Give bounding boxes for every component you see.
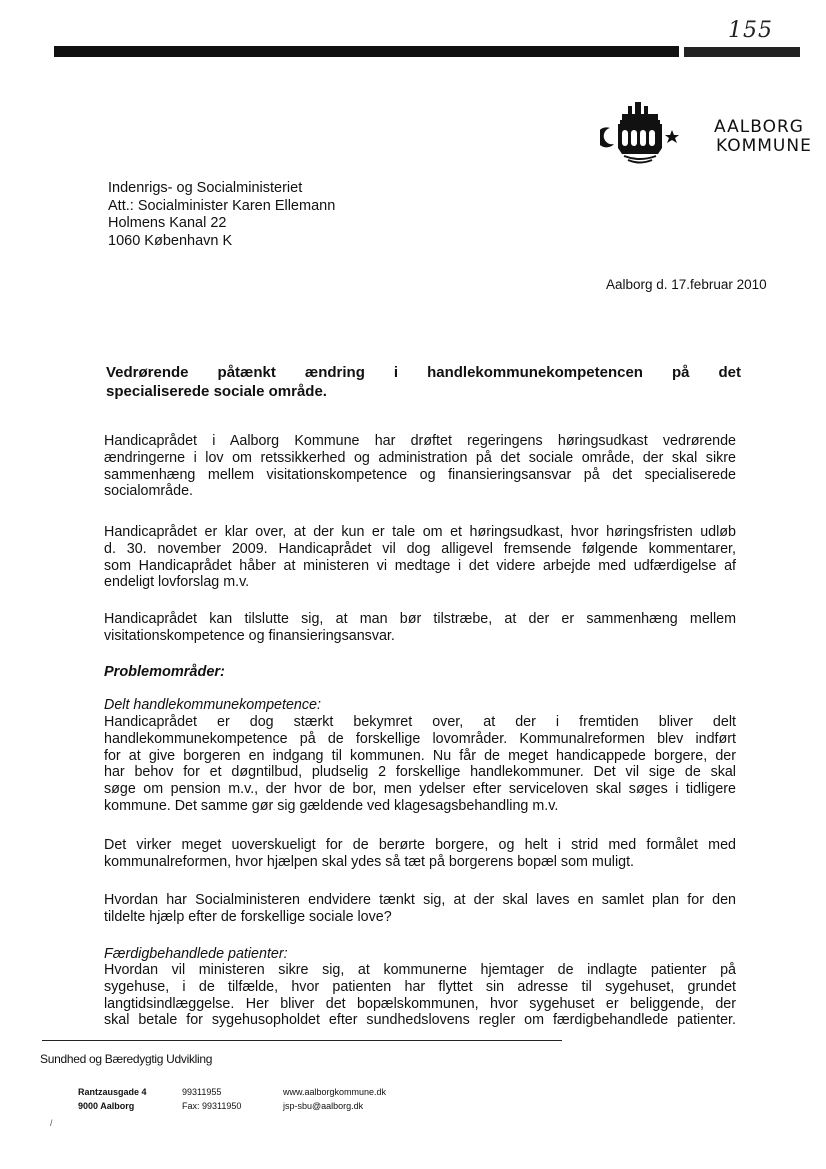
logo-text-kommune: KOMMUNE [716, 136, 812, 156]
text-line: Hvordan har Socialministeren endvidere tænkt sig, at der skal laves en samlet plan for den [104, 892, 736, 908]
logo-text-aalborg: AALBORG [714, 117, 804, 137]
header-bar-short [684, 47, 800, 57]
paragraph-2 [104, 524, 736, 591]
text-line: d. 30. november 2009. Handicaprådet vil dog alligevel fremsende følgende kommentarer, [104, 540, 736, 557]
paragraph-5 [104, 837, 736, 871]
footer-email-link[interactable]: jsp-sbu@aalborg.dk [283, 1101, 364, 1111]
paragraph-4 [104, 714, 736, 815]
text-line: søge om pension m.v., der hvor de bor, men ydelser efter serviceloven skal søges i tidligere [104, 781, 736, 798]
footer-divider [42, 1040, 562, 1041]
paragraph-3 [104, 611, 736, 645]
text-line: visitationskompetence og finansieringsansvar. [104, 627, 395, 644]
footer-phone [182, 1085, 241, 1113]
text-line: skal betale for sygehusopholdet efter sundhedslovens regler om færdigbehandlede patienter. [104, 1012, 736, 1029]
paragraph-6 [104, 892, 736, 926]
recipient-line: 1060 København K [108, 232, 233, 249]
text-line: Handicaprådet er dog stærkt bekymret over, at der i fremtiden bliver delt [104, 714, 736, 730]
recipient-address [108, 180, 335, 250]
text-line: handlekommunekompetence på de forskellige lovområder. Kommunalreformen blev indført [104, 730, 736, 747]
scan-mark: / [50, 1118, 53, 1128]
footer-web-link[interactable]: www.aalborgkommune.dk [283, 1087, 387, 1097]
recipient-line: Indenrigs- og Socialministeriet [108, 180, 303, 196]
footer-address-line: 9000 Aalborg [78, 1101, 135, 1111]
text-line: har behov for et døgntilbud, pludselig 2 forskellige handlekommuner. Det vil sige de skal [104, 764, 736, 781]
text-line: sammenhæng mellem visitationskompetence og finansieringsansvar på det specialiserede [104, 466, 736, 483]
text-line: socialområde. [104, 483, 193, 500]
municipality-logo [600, 100, 810, 166]
aalborg-crest-icon [600, 100, 680, 166]
text-line: kommunalreformen, hvor hjælpen skal ydes så tæt på borgerens bopæl som muligt. [104, 853, 635, 870]
section-heading: Problemområder: [104, 664, 225, 680]
text-line: for at give borgeren en indgang til kommunen. Nu får de meget handicappede borgere, der [104, 747, 736, 764]
subheading-faerdigbehandlede: Færdigbehandlede patienter: [104, 946, 288, 962]
text-line: Handicaprådet i Aalborg Kommune har drøftet regeringens høringsudkast vedrørende [104, 433, 736, 449]
text-line: tildelte hjælp efter de forskellige sociale love? [104, 908, 392, 925]
text-line: kommune. Det samme gør sig gældende ved klagesagsbehandling m.v. [104, 797, 559, 814]
recipient-line: Att.: Socialminister Karen Ellemann [108, 197, 336, 214]
text-line: endeligt lovforslag m.v. [104, 574, 250, 591]
footer-department: Sundhed og Bæredygtig Udvikling [40, 1052, 213, 1066]
footer-address-line: Rantzausgade 4 [78, 1087, 147, 1097]
footer-phone-line: 99311955 [182, 1087, 222, 1097]
text-line: Hvordan vil ministeren sikre sig, at kommunerne hjemtager de indlagte patienter på [104, 962, 736, 978]
footer-contact [283, 1085, 386, 1113]
text-line: langtidsindlæggelse. Her bliver det bopælskommunen, hvor sygehuset er beliggende, der [104, 995, 736, 1012]
text-line: Det virker meget uoverskueligt for de berørte borgere, og helt i strid med formålet med [104, 837, 736, 853]
header-bar [54, 46, 679, 57]
text-line: Handicaprådet er klar over, at der kun er tale om et høringsudkast, hvor høringsfristen udløb [104, 524, 736, 540]
recipient-line: Holmens Kanal 22 [108, 215, 227, 231]
letter-date: Aalborg d. 17.februar 2010 [606, 277, 767, 292]
subject-line-2: specialiserede sociale område. [106, 383, 327, 400]
paragraph-1 [104, 433, 736, 500]
paragraph-7 [104, 962, 736, 1029]
footer-fax-line: Fax: 99311950 [182, 1101, 242, 1111]
text-line: ændringerne i lov om retssikkerhed og administration på det sociale område, der skal sikre [104, 449, 736, 466]
subject-line-1: Vedrørende påtænkt ændring i handlekommunekompetencen på det [106, 364, 741, 381]
footer-address [78, 1085, 147, 1113]
text-line: Handicaprådet kan tilslutte sig, at man bør tilstræbe, at der er sammenhæng mellem [104, 611, 736, 627]
text-line: sygehuse, i de tilfælde, hvor patienten har flyttet sin adresse til sygehuset, grundet [104, 978, 736, 995]
text-line: som Handicaprådet håber at ministeren vi medtage i det videre arbejde med udfærdigelse af [104, 557, 736, 574]
page-number: 155 [728, 18, 773, 43]
subheading-delt: Delt handlekommunekompetence: [104, 697, 321, 713]
